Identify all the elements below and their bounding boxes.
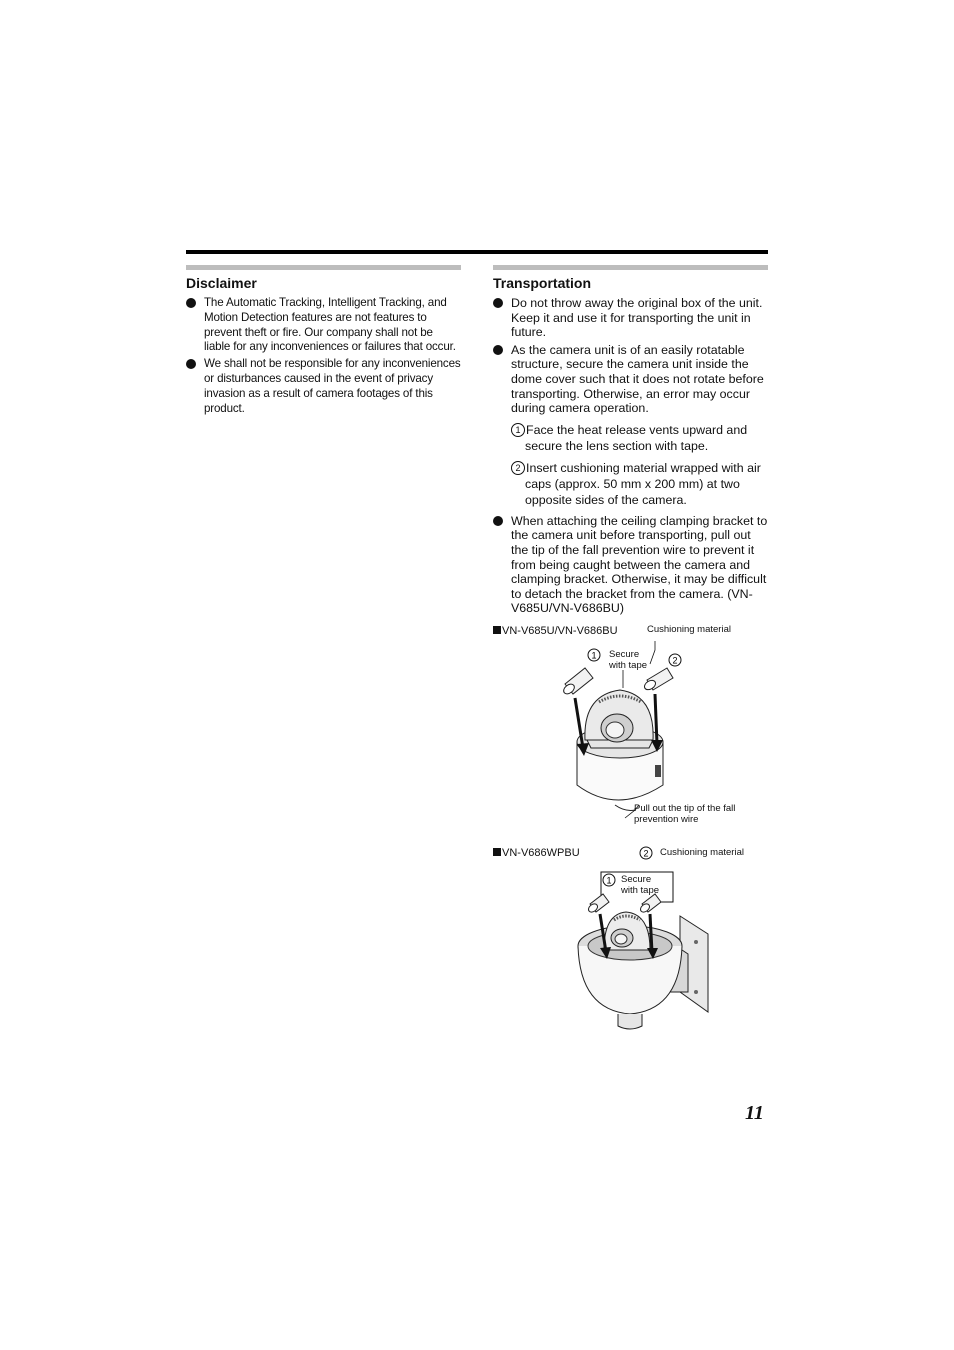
figure1-title: VN-V685U/VN-V686BU [493,625,618,637]
transportation-bullet: When attaching the ceiling clamping bracket to the camera unit before transporting, pull out the tip of the fall prevention wire to prevent it from being caught between the camera and clamping bracket. Otherwise, it may be difficult to detach the bracket from the camera. (VN-V685U/VN-V686BU) [493,514,768,616]
arrow-down-right-icon [651,694,663,752]
section-bar [493,265,768,270]
cushion-roll-left-icon [587,894,609,914]
disclaimer-bullet: We shall not be responsible for any inconveniences or disturbances caused in the event of privacy invasion as a result of camera footages of this product. [186,357,461,416]
step-list [511,422,768,508]
top-rule [186,250,768,254]
disclaimer-bullet: The Automatic Tracking, Intelligent Tracking, and Motion Detection features are not features to prevent theft or fire. Our company shall not be liable for any inconveniences or failures that occur. [186,296,461,355]
svg-text:1: 1 [591,650,597,661]
figure2-cushioning-label: Cushioning material [660,847,744,858]
transportation-list [493,296,768,416]
disclaimer-heading: Disclaimer [186,275,257,291]
disclaimer-section [186,265,461,418]
figure1-secure-label: Secure with tape [609,649,648,671]
section-bar [186,265,461,270]
step-item [511,460,768,508]
fall-prevention-wire-icon [615,805,639,818]
step-number: 2 [511,461,525,475]
transportation-section [493,265,768,619]
step-text: Face the heat release vents upward and secure the lens section with tape. [525,422,748,453]
disclaimer-list [186,296,461,416]
svg-text:1: 1 [606,875,612,886]
cushion-roll-right-icon [639,894,661,914]
transportation-heading: Transportation [493,275,592,291]
square-bullet-icon [493,626,501,634]
figure1-wire-label: Pull out the tip of the fall prevention wire [634,803,736,825]
transportation-bullet [493,343,768,416]
figure1-camera-diagram [555,640,755,830]
figure2-secure-label: Secure with tape [621,874,660,896]
camera-body-icon [585,690,653,748]
svg-text:2: 2 [672,655,678,666]
figure2-title: VN-V686WPBU [493,847,580,859]
figure2-camera-diagram [570,842,720,1037]
page-number: 11 [745,1102,764,1124]
svg-text:2: 2 [643,848,649,859]
callout-1-icon [603,874,615,886]
camera-body-icon [604,912,650,950]
bullet-text: As the camera unit is of an easily rotatable structure, secure the camera unit inside the dome cover such that it does not rotate before transporting. Otherwise, an error may occur during camera operation. [511,342,764,416]
callout-1-icon [588,649,600,661]
step-text: Insert cushioning material wrapped with air caps (approx. 50 mm x 200 mm) at two opposite sides of the camera. [525,460,761,507]
callout-2-icon [669,654,681,666]
cushion-roll-left-icon [562,668,593,696]
cushion-roll-right-icon [643,668,673,692]
callout-2-icon [640,847,652,859]
step-item [511,422,768,454]
step-number: 1 [511,423,525,437]
square-bullet-icon [493,848,501,856]
figure1-cushioning-label: Cushioning material [647,624,731,635]
transportation-bullet: Do not throw away the original box of the unit. Keep it and use it for transporting the unit in future. [493,296,768,340]
transportation-list [493,514,768,616]
